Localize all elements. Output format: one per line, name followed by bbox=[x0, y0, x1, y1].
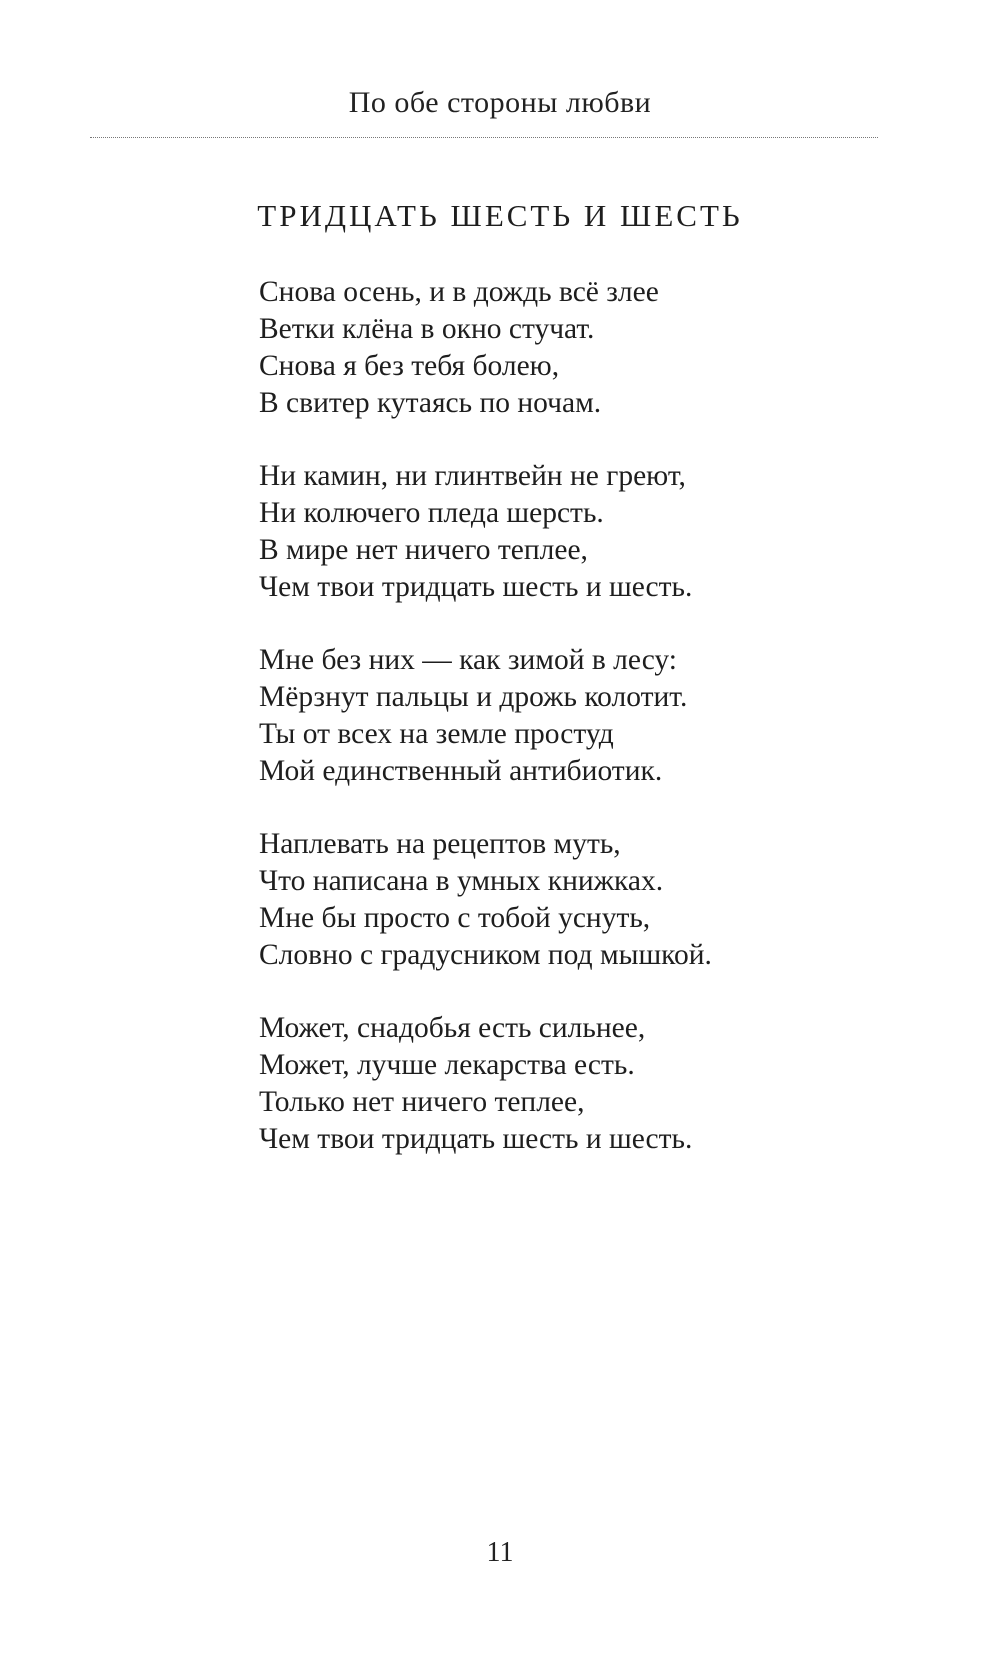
poem-body bbox=[259, 274, 939, 1194]
poem-line: Мне бы просто с тобой уснуть, bbox=[259, 902, 651, 934]
running-header-title: По обе стороны любви bbox=[348, 86, 652, 119]
poem-line: В мире нет ничего теплее, bbox=[259, 534, 588, 566]
poem-line: Мой единственный антибиотик. bbox=[259, 755, 663, 787]
header-dotted-rule bbox=[90, 137, 878, 138]
poem-line: Снова осень, и в дождь всё злее bbox=[259, 276, 659, 308]
poem-line: Снова я без тебя болею, bbox=[259, 350, 560, 382]
stanza-4 bbox=[259, 826, 939, 974]
poem-line: Может, лучше лекарства есть. bbox=[259, 1049, 635, 1081]
poem-line: Мне без них — как зимой в лесу: bbox=[259, 644, 677, 676]
poem-line: Ветки клёна в окно стучат. bbox=[259, 313, 595, 345]
stanza-5 bbox=[259, 1010, 939, 1158]
poem-line: Ни камин, ни глинтвейн не греют, bbox=[259, 460, 686, 492]
poem-line: Ты от всех на земле простуд bbox=[259, 718, 614, 750]
poem-line: Чем твои тридцать шесть и шесть. bbox=[259, 1123, 693, 1155]
poem-line: Словно с градусником под мышкой. bbox=[259, 939, 712, 971]
poem-line: Мёрзнут пальцы и дрожь колотит. bbox=[259, 681, 688, 713]
poem-line: Только нет ничего теплее, bbox=[259, 1086, 585, 1118]
poem-line: В свитер кутаясь по ночам. bbox=[259, 387, 602, 419]
page-number: 11 bbox=[486, 1537, 514, 1568]
poem-line: Наплевать на рецептов муть, bbox=[259, 828, 621, 860]
poem-line: Может, снадобья есть сильнее, bbox=[259, 1012, 646, 1044]
stanza-2 bbox=[259, 458, 939, 606]
poem-line: Что написана в умных книжках. bbox=[259, 865, 664, 897]
poem-title: ТРИДЦАТЬ ШЕСТЬ И ШЕСТЬ bbox=[257, 198, 743, 233]
poem-line: Ни колючего пледа шерсть. bbox=[259, 497, 604, 529]
poem-line: Чем твои тридцать шесть и шесть. bbox=[259, 571, 693, 603]
stanza-3 bbox=[259, 642, 939, 790]
stanza-1 bbox=[259, 274, 939, 422]
